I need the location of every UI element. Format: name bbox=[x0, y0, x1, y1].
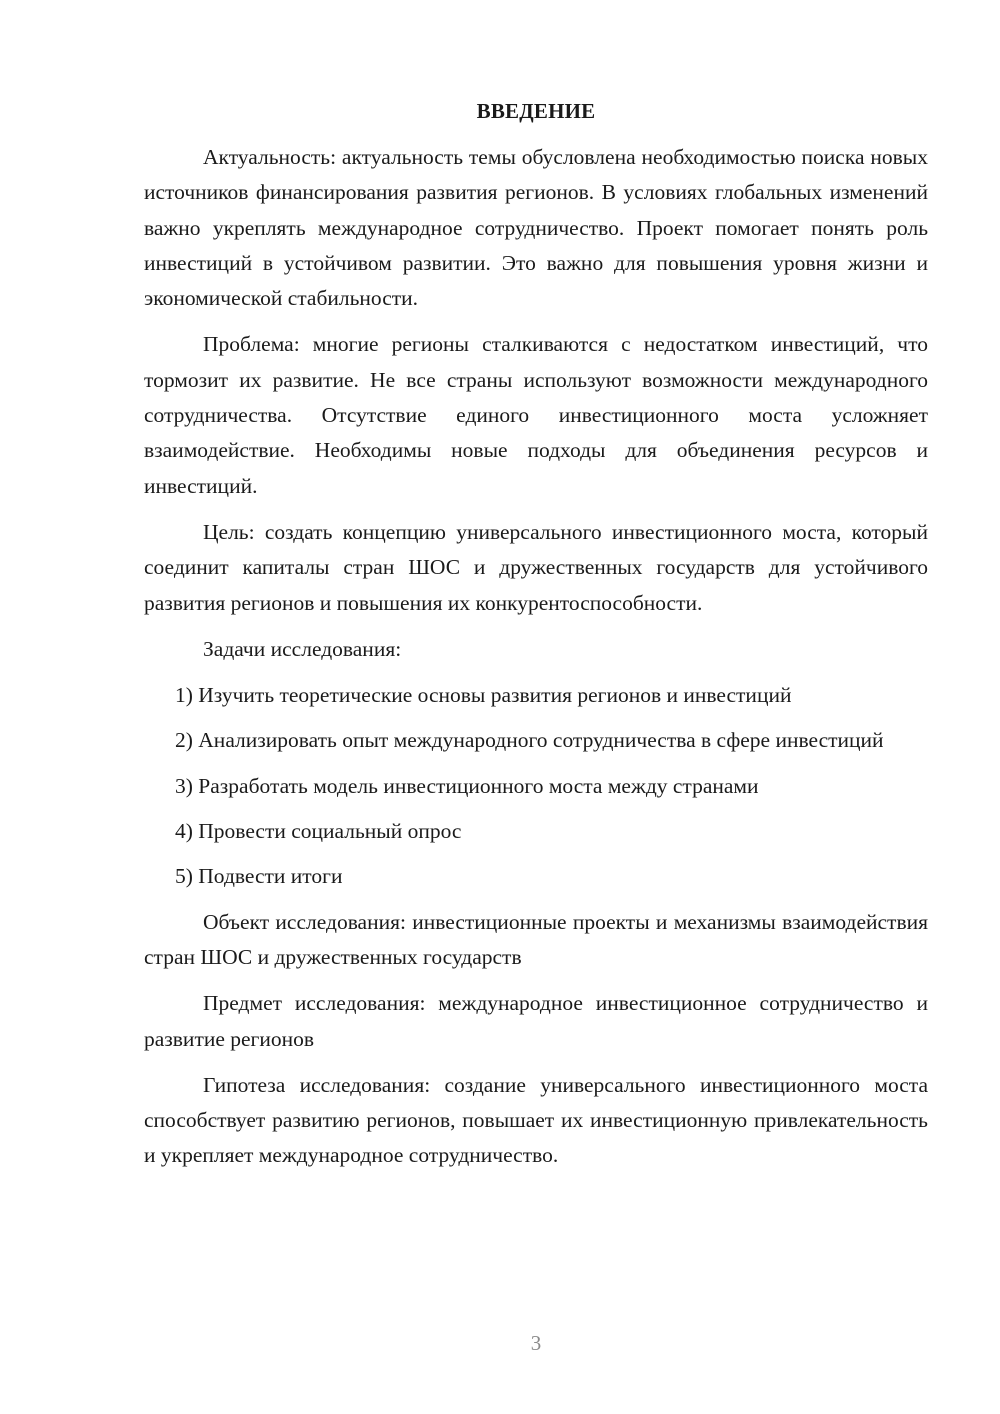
task-item-2: 2) Анализировать опыт международного сотрудничества в сфере инвестиций bbox=[175, 728, 884, 753]
paragraph-problem: Проблема: многие регионы сталкиваются с недостатком инвестиций, что тормозит их развитие. Не все страны используют возможности международного сотрудничества. Отсутствие единого инвестиционного моста усложняет взаимодействие. Необходимы новые подходы для объединения ресурсов и инвестиций. bbox=[144, 332, 928, 498]
paragraph-hypothesis: Гипотеза исследования: создание универсального инвестиционного моста способствует развитию регионов, повышает их инвестиционную привлекательность и укрепляет международное сотрудничество. bbox=[144, 1072, 928, 1168]
tasks-heading: Задачи исследования: bbox=[203, 636, 402, 661]
task-item-4: 4) Провести социальный опрос bbox=[175, 819, 462, 844]
page-number: 3 bbox=[530, 1331, 542, 1355]
section-title: ВВЕДЕНИЕ bbox=[476, 99, 596, 123]
page-content bbox=[144, 94, 928, 1185]
task-item-5: 5) Подвести итоги bbox=[175, 864, 343, 889]
paragraph-subject: Предмет исследования: международное инвестиционное сотрудничество и развитие регионов bbox=[144, 991, 928, 1051]
paragraph-object: Объект исследования: инвестиционные проекты и механизмы взаимодействия стран ШОС и дружественных государств bbox=[144, 909, 928, 969]
task-item-3: 3) Разработать модель инвестиционного моста между странами bbox=[175, 773, 759, 798]
task-item-1: 1) Изучить теоретические основы развития регионов и инвестиций bbox=[175, 683, 792, 708]
paragraph-relevance: Актуальность: актуальность темы обусловлена необходимостью поиска новых источников финансирования развития регионов. В условиях глобальных изменений важно укреплять международное сотрудничество. Проект помогает понять роль инвестиций в устойчивом развитии. Это важно для повышения уровня жизни и экономической стабильности. bbox=[144, 145, 928, 311]
paragraph-goal: Цель: создать концепцию универсального инвестиционного моста, который соединит капиталы стран ШОС и дружественных государств для устойчивого развития регионов и повышения их конкурентоспособности. bbox=[144, 519, 928, 615]
